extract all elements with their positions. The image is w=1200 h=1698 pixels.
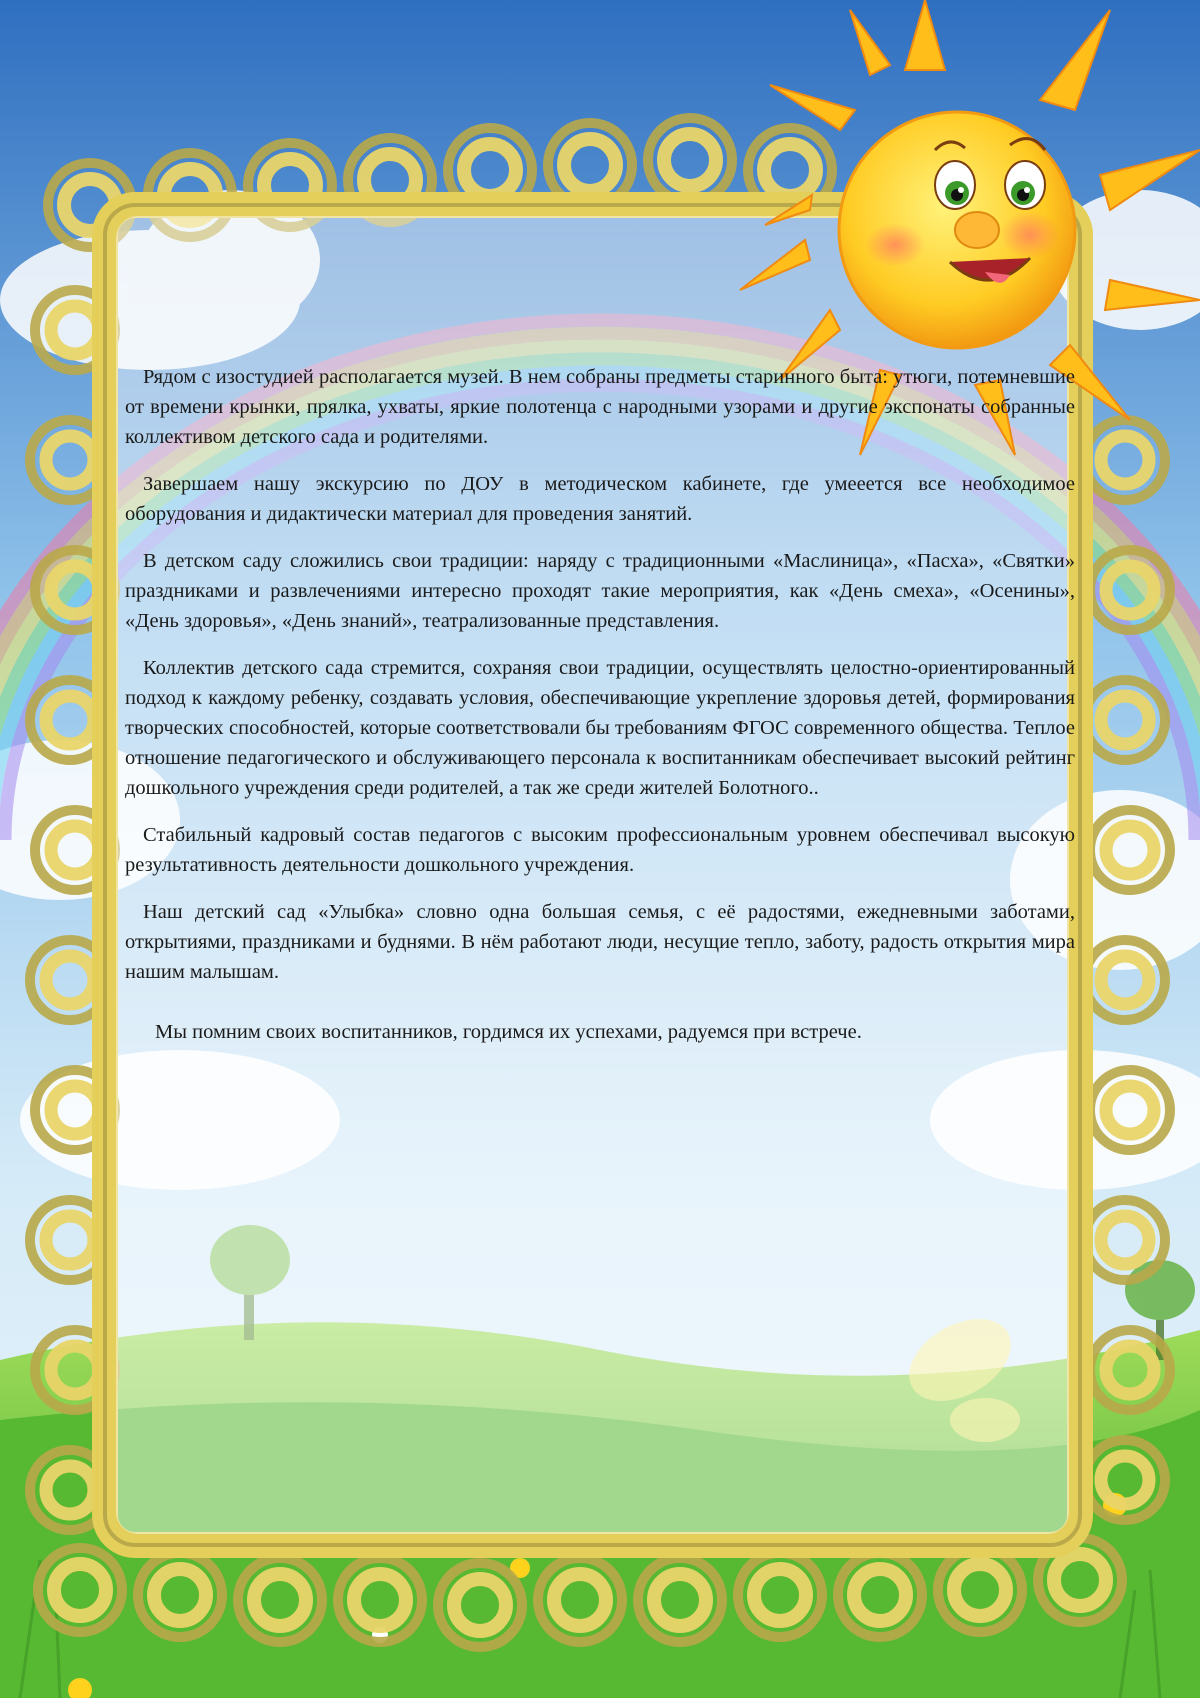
paragraph-family: Наш детский сад «Улыбка» словно одна большая семья, с её радостями, ежедневными заботами, открытиями, праздниками и буднями. В нём работают люди, несущие тепло, заботу, радость открытия мира нашим малышам. (125, 901, 1075, 983)
text-content (125, 362, 1075, 1064)
paragraph-museum: Рядом с изостудией располагается музей. В нем собраны предметы старинного быта: утюги, потемневшие от времени крынки, прялка, ухваты, яркие полотенца с народными узорами и другие экспонаты собранные коллективом детского сада и родителями. (125, 366, 1075, 448)
paragraph-staff: Стабильный кадровый состав педагогов с высоким профессиональным уровнем обеспечивал высокую результативность деятельности дошкольного учреждения. (125, 824, 1075, 876)
paragraph-traditions: В детском саду сложились свои традиции: наряду с традиционными «Маслиница», «Пасха», «Святки» праздниками и развлечениями интересно проходят такие мероприятия, как «День смеха», «Осенины», «День здоровья», «День знаний», театрализованные представления. (125, 550, 1075, 632)
paragraph-methodical-office: Завершаем нашу экскурсию по ДОУ в методическом кабинете, где умееется все необходимое оборудования и дидактически материал для проведения занятий. (125, 473, 1075, 525)
paragraph-collective: Коллектив детского сада стремится, сохраняя свои традиции, осуществлять целостно-ориентированный подход к каждому ребенку, создавать условия, обеспечивающие укрепление здоровья детей, формирования творческих способностей, которые соответствовали бы требованиям ФГОС современного общества. Теплое отношение педагогического и обслуживающего персонала к воспитанникам обеспечивает высокий рейтинг дошкольного учреждения среди родителей, а так же среди жителей Болотного.. (125, 657, 1075, 799)
paragraph-closing: Мы помним своих воспитанников, гордимся их успехами, радуемся при встрече. (155, 1021, 862, 1043)
